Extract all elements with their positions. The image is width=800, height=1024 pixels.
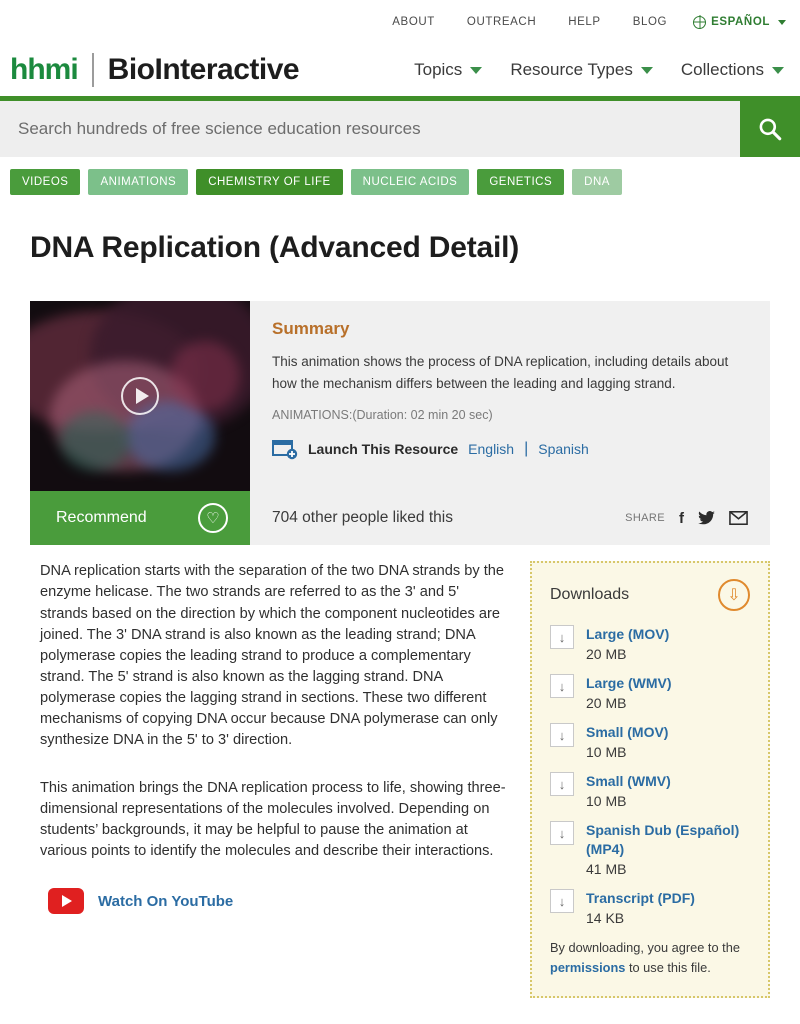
- tag-animations[interactable]: ANIMATIONS: [88, 169, 188, 195]
- tag-genetics[interactable]: GENETICS: [477, 169, 564, 195]
- download-arrow-icon: ↓: [550, 674, 574, 698]
- article-paragraph-1: DNA replication starts with the separation of the two DNA strands by the enzyme helicase. The two strands are referred to as the 3' and 5' strands based on the direction by which the component nucleotides are joined. The 3' DNA strand is also known as the leading strand; DNA polymerase copies the leading strand to produce a complementary strand. The 5' strand is also known as the lagging strand. DNA polymerase copies the lagging strand in sections. These two different mechanisms of copying DNA occur because DNA polymerase can only synthesize DNA in the 5' to 3' direction.: [40, 563, 504, 749]
- chevron-down-icon: [641, 67, 653, 74]
- launch-link-spanish[interactable]: Spanish: [538, 441, 589, 458]
- nav-item-collections[interactable]: [681, 60, 784, 80]
- chevron-down-icon: [772, 67, 784, 74]
- downloads-panel: [530, 561, 770, 998]
- download-item[interactable]: [550, 821, 750, 877]
- liked-bar: [250, 491, 770, 545]
- downloads-heading: Downloads: [550, 586, 630, 604]
- play-icon[interactable]: [121, 377, 159, 415]
- search-bar: [0, 101, 800, 157]
- download-name[interactable]: Small (MOV): [586, 724, 669, 741]
- download-item[interactable]: [550, 674, 750, 711]
- globe-icon: [693, 16, 706, 29]
- download-item[interactable]: [550, 772, 750, 809]
- tag-dna[interactable]: DNA: [572, 169, 622, 195]
- resource-top: [30, 301, 770, 491]
- utility-bar: [0, 0, 800, 44]
- downloads-note-post: to use this file.: [625, 960, 711, 976]
- article-paragraph-2: This animation brings the DNA replication process to life, showing three-dimensional representations of the molecules involved. Depending on students’ backgrounds, it may be helpful to pause the animation at various points to identify the molecules and describe their interactions.: [40, 779, 506, 860]
- download-size: 20 MB: [586, 646, 627, 663]
- tag-videos[interactable]: VIDEOS: [10, 169, 80, 195]
- main-navigation: [414, 60, 790, 80]
- nav-item-topics-label: Topics: [414, 60, 463, 79]
- launch-link-english[interactable]: English: [468, 441, 515, 458]
- download-arrow-icon: ↓: [550, 772, 574, 796]
- facebook-icon[interactable]: f: [679, 509, 684, 527]
- downloads-column: [530, 561, 770, 998]
- downloads-header: [550, 579, 750, 611]
- launch-label: Launch This Resource: [308, 441, 459, 458]
- language-switcher[interactable]: [683, 16, 790, 29]
- twitter-icon[interactable]: [698, 511, 715, 525]
- summary-panel: [250, 301, 770, 491]
- logo[interactable]: [10, 53, 299, 87]
- search-button[interactable]: [740, 101, 800, 157]
- download-name[interactable]: Spanish Dub (Español) (MP4): [586, 822, 740, 858]
- download-size: 20 MB: [586, 695, 627, 712]
- download-arrow-icon: ↓: [550, 821, 574, 845]
- permissions-link[interactable]: permissions: [550, 960, 626, 976]
- nav-item-resource-types[interactable]: [510, 60, 653, 80]
- video-thumbnail[interactable]: [30, 301, 250, 491]
- chevron-down-icon: [778, 20, 786, 25]
- download-name[interactable]: Small (WMV): [586, 773, 671, 790]
- download-size: 10 MB: [586, 744, 627, 761]
- download-size: 41 MB: [586, 861, 627, 878]
- content-columns: [0, 545, 800, 998]
- heart-icon: ♡: [198, 503, 228, 533]
- logo-divider: [92, 53, 94, 87]
- nav-item-topics[interactable]: [414, 60, 482, 80]
- downloads-note-pre: By downloading, you agree to the: [550, 940, 740, 956]
- page-title: DNA Replication (Advanced Detail): [30, 231, 520, 265]
- search-icon: [757, 116, 783, 142]
- download-name[interactable]: Large (WMV): [586, 675, 672, 692]
- download-item[interactable]: [550, 889, 750, 926]
- email-icon[interactable]: [729, 511, 748, 525]
- resource-meta: ANIMATIONS:(Duration: 02 min 20 sec): [272, 408, 493, 423]
- download-arrow-icon: ↓: [550, 723, 574, 747]
- download-name[interactable]: Large (MOV): [586, 626, 670, 643]
- share-label: SHARE: [625, 512, 665, 525]
- utility-link-blog[interactable]: BLOG: [632, 16, 668, 28]
- download-name[interactable]: Transcript (PDF): [586, 890, 695, 907]
- download-size: 14 KB: [586, 910, 625, 927]
- nav-item-collections-label: Collections: [680, 60, 764, 79]
- watch-on-youtube-label[interactable]: Watch On YouTube: [98, 892, 234, 910]
- language-label: ESPAÑOL: [711, 16, 770, 28]
- tag-chemistry-of-life[interactable]: CHEMISTRY OF LIFE: [196, 169, 342, 195]
- share-group: [625, 510, 748, 527]
- download-size: 10 MB: [586, 793, 627, 810]
- chevron-down-icon: [470, 67, 482, 74]
- resource-bottom: [30, 491, 770, 545]
- logo-hhmi: hhmi: [10, 53, 78, 86]
- nav-item-resource-types-label: Resource Types: [510, 60, 633, 79]
- utility-link-about[interactable]: ABOUT: [392, 16, 435, 28]
- tag-nucleic-acids[interactable]: NUCLEIC ACIDS: [351, 169, 470, 195]
- download-arrow-icon: ↓: [550, 625, 574, 649]
- tag-list: [0, 157, 800, 205]
- recommend-button[interactable]: [30, 491, 250, 545]
- summary-heading: Summary: [272, 319, 350, 339]
- search-input[interactable]: [0, 101, 740, 157]
- watch-on-youtube[interactable]: [48, 888, 508, 914]
- download-item[interactable]: [550, 723, 750, 760]
- header-brand-row: [0, 44, 800, 96]
- summary-text: This animation shows the process of DNA replication, including details about how the mechanism differs between the leading and lagging strand.: [272, 354, 729, 391]
- launch-separator: |: [524, 440, 529, 458]
- launch-resource-icon: [272, 438, 298, 460]
- download-circle-icon: ⇩: [718, 579, 750, 611]
- resource-block: [0, 301, 800, 545]
- download-item[interactable]: [550, 625, 750, 662]
- liked-count-text: 704 other people liked this: [272, 509, 453, 527]
- utility-link-help[interactable]: HELP: [568, 16, 601, 28]
- recommend-label: Recommend: [56, 509, 147, 527]
- article-column: [30, 561, 508, 998]
- youtube-icon: [48, 888, 84, 914]
- download-arrow-icon: ↓: [550, 889, 574, 913]
- downloads-note: [550, 938, 750, 978]
- utility-link-outreach[interactable]: OUTREACH: [466, 16, 537, 28]
- launch-row: [272, 438, 748, 460]
- logo-biointeractive: BioInteractive: [107, 53, 300, 86]
